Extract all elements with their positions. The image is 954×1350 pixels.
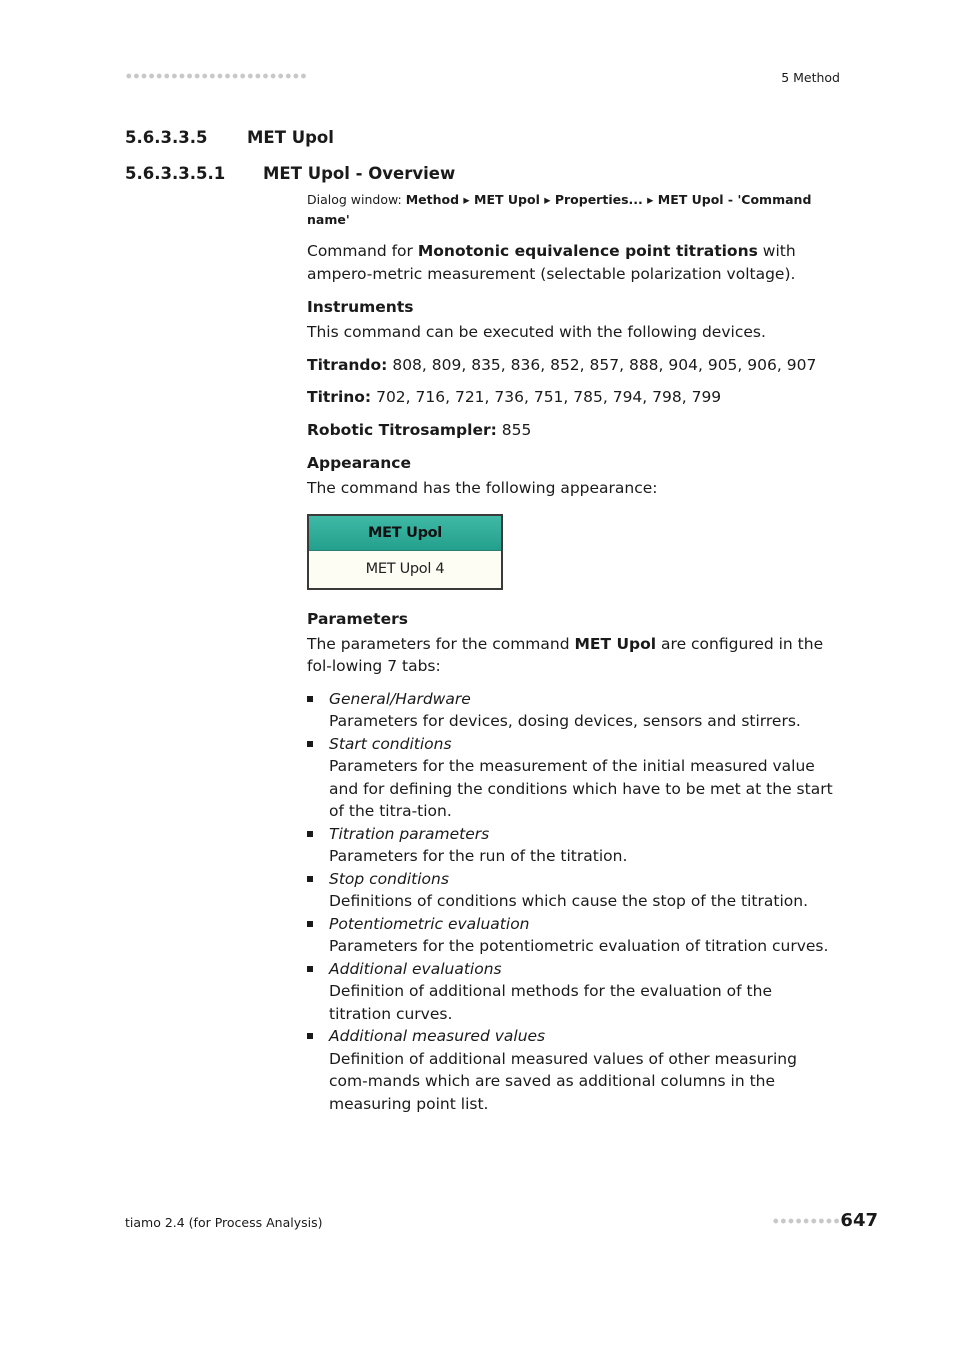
robotic-label: Robotic Titrosampler: [307, 420, 497, 439]
titrino-label: Titrino: [307, 388, 372, 406]
intro-text-pre: Command for [307, 242, 418, 260]
tab-description: Parameters for the run of the titration. [329, 847, 628, 865]
parameters-intro [307, 633, 837, 678]
page-number: 647 [840, 1210, 878, 1231]
tab-name: Stop conditions [329, 869, 449, 888]
tabs-list [307, 688, 837, 1116]
appearance-intro: The command has the following appearance: [307, 479, 658, 497]
robotic-line [307, 419, 837, 442]
footer-product: tiamo 2.4 (for Process Analysis) [125, 1215, 323, 1230]
intro-paragraph [307, 240, 837, 285]
intro-text-bold: Monotonic equivalence point titrations [417, 242, 758, 260]
instruments-intro: This command can be executed with the following devices. [307, 323, 766, 341]
titrando-value: 808, 809, 835, 836, 852, 857, 888, 904, 905, 906, 907 [392, 355, 817, 374]
instruments-heading: Instruments [307, 298, 414, 316]
bullet-icon [307, 741, 313, 747]
header-decoration-dots [125, 72, 307, 80]
bullet-icon [307, 1033, 313, 1039]
dialog-path [307, 190, 837, 230]
tab-name: Potentiometric evaluation [329, 914, 530, 933]
bullet-icon [307, 966, 313, 972]
main-content [307, 190, 837, 1115]
list-item [307, 733, 837, 823]
footer-decoration-dots [772, 1217, 840, 1225]
list-item [307, 823, 837, 868]
list-item [307, 1025, 837, 1115]
section-title: MET Upol [247, 128, 334, 147]
intro-text-post: with ampero-metric measurement (selectable polarization voltage). [307, 242, 796, 283]
list-item [307, 868, 837, 913]
section-number: 5.6.3.3.5 [125, 128, 208, 147]
titrando-label: Titrando: [307, 355, 388, 374]
bullet-icon [307, 921, 313, 927]
tab-description: Parameters for devices, dosing devices, sensors and stirrers. [329, 712, 801, 730]
titrino-line [307, 386, 837, 409]
tab-description: Parameters for the potentiometric evaluation of titration curves. [329, 937, 829, 955]
bullet-icon [307, 876, 313, 882]
command-appearance-box [307, 514, 503, 590]
tab-description: Parameters for the measurement of the initial measured value and for defining the conditions which have to be met at the start of the titra-tion. [329, 757, 833, 820]
subsection-title: MET Upol - Overview [263, 164, 456, 183]
tab-name: General/Hardware [329, 689, 471, 708]
tab-name: Titration parameters [329, 824, 490, 843]
appearance-heading: Appearance [307, 454, 411, 472]
titrando-line [307, 354, 837, 377]
parameters-intro-bold: MET Upol [574, 634, 657, 653]
parameters-heading: Parameters [307, 609, 408, 628]
list-item [307, 688, 837, 733]
command-box-name: MET Upol 4 [309, 551, 501, 588]
tab-name: Start conditions [329, 734, 452, 753]
tab-description: Definitions of conditions which cause the stop of the titration. [329, 892, 809, 910]
dialog-path-value: Method ▸ MET Upol ▸ Properties... ▸ MET Upol - 'Command name' [307, 192, 812, 227]
titrino-value: 702, 716, 721, 736, 751, 785, 794, 798, 799 [376, 388, 722, 406]
command-box-title: MET Upol [309, 516, 501, 551]
parameters-intro-post: are configured in the fol-lowing 7 tabs: [307, 634, 824, 675]
running-header-chapter: 5 Method [781, 70, 840, 85]
robotic-value: 855 [501, 420, 532, 439]
bullet-icon [307, 831, 313, 837]
list-item [307, 958, 837, 1026]
tab-name: Additional evaluations [329, 959, 502, 978]
bullet-icon [307, 696, 313, 702]
parameters-intro-pre: The parameters for the command [307, 634, 575, 653]
tab-name: Additional measured values [329, 1027, 546, 1045]
tab-description: Definition of additional measured values of other measuring com-mands which are saved as additional columns in the measuring point list. [329, 1049, 797, 1113]
subsection-number: 5.6.3.3.5.1 [125, 164, 226, 183]
tab-description: Definition of additional methods for the evaluation of the titration curves. [329, 982, 772, 1023]
dialog-path-prefix: Dialog window: [307, 192, 402, 207]
list-item [307, 913, 837, 958]
